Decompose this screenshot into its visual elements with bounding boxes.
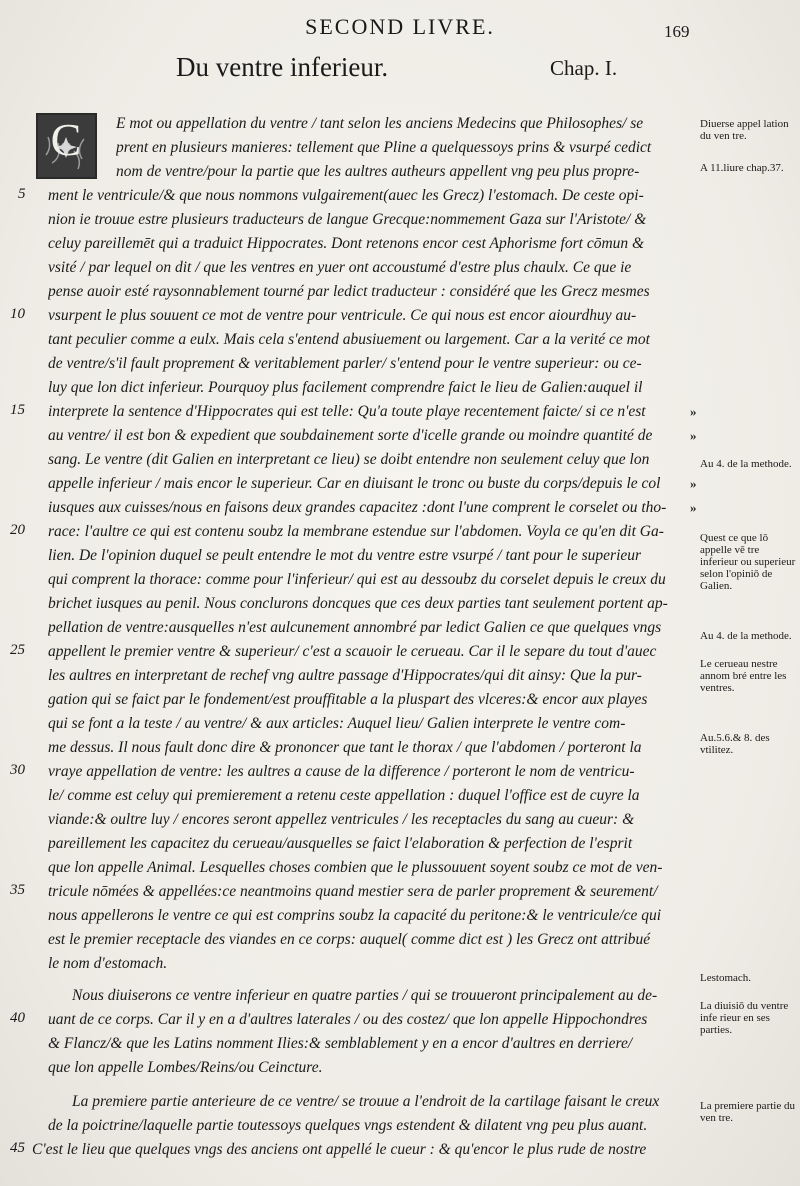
text-line: de la poictrine/laquelle partie toutessoys quelques vngs estendent & dilatent vng peu plus auant. (48, 1117, 648, 1134)
page-number: 169 (664, 22, 690, 41)
margin-note: Diuerse appel lation du ven tre. (700, 118, 789, 142)
text-line: & Flancz/& que les Latins nomment Ilies:& semblablement y en a encor d'aultres en derriere/ (48, 1035, 633, 1052)
text-line: E mot ou appellation du ventre / tant selon les anciens Medecins que Philosophes/ se (116, 115, 644, 132)
line-number: 15 (10, 402, 25, 418)
text-line: me dessus. Il nous fault donc dire & prononcer que tant le thorax / que l'abdomen / porteront la (48, 739, 642, 756)
text-line: nom de ventre/pour la partie que les aultres autheurs appellent vng peu plus propre- (116, 163, 640, 180)
text-line: tant peculier comme a eulx. Mais cela s'entend abusiuement ou largement. Car a la verité ce mot (48, 331, 650, 348)
dropcap-letter: C (50, 115, 82, 165)
text-line: Nous diuiserons ce ventre inferieur en quatre parties / qui se trouueront principalement au de- (72, 987, 658, 1004)
margin-note: La premiere partie du ven tre. (700, 1100, 795, 1124)
line-number: 20 (10, 522, 25, 538)
chapter-title: Du ventre inferieur. (176, 52, 389, 82)
text-line: sang. Le ventre (dit Galien en interpretant ce lieu) se doibt entendre non seulement celuy que lon (48, 451, 650, 468)
chapter-number: Chap. I. (550, 56, 618, 80)
text-line: ment le ventricule/& que nous nommons vulgairement(auec les Grecz) l'estomach. De ceste opi- (48, 187, 644, 204)
text-line: La premiere partie anterieure de ce ventre/ se trouue a l'endroit de la cartilage faisant le creux (72, 1093, 660, 1110)
text-line: vsité / par lequel on dit / que les ventres en yuer ont accoustumé d'estre plus chaulx. Ce que ie (48, 259, 632, 276)
text-line: C'est le lieu que quelques vngs des anciens ont appellé le cueur : & qu'encor le plus rude de nostre (32, 1141, 647, 1158)
text-line: de ventre/s'il fault proprement & veritablement parler/ s'entend pour le ventre superieur: ou ce- (48, 355, 642, 372)
text-line: pareillement les capacitez du cerueau/ausquelles se faict l'elaboration & perfection de l'esprit (48, 835, 633, 852)
margin-note: Le cerueau nestre annom bré entre les ventres. (700, 658, 787, 694)
ornate-initial-icon (36, 113, 97, 179)
text-line: le/ comme est celuy qui premierement a retenu ceste appellation : duquel l'office est de cuyre la (48, 787, 640, 804)
line-number: 5 (18, 186, 26, 202)
margin-note: Au.5.6.& 8. des vtilitez. (700, 732, 770, 756)
text-line: les aultres en interpretant de rechef vng aultre passage d'Hippocrates/qui dit ainsy: Que la pur- (48, 667, 642, 684)
text-line: uant de ce corps. Car il y en a d'aultres laterales / ou des costez/ que lon appelle Hippochondres (48, 1011, 648, 1028)
quotation-mark: » (690, 476, 697, 491)
line-number: 35 (10, 882, 25, 898)
line-number: 25 (10, 642, 25, 658)
margin-note: La diuisiō du ventre infe rieur en ses parties. (700, 1000, 789, 1036)
quotation-mark: » (690, 404, 697, 419)
text-line: vsurpent le plus souuent ce mot de ventre pour ventricule. Ce qui nous est encor aiourdhuy au- (48, 307, 637, 324)
margin-note: Au 4. de la methode. (700, 630, 792, 642)
text-line: est le premier receptacle des viandes en ce corps: auquel( comme dict est ) les Grecz ont attribué (48, 931, 651, 948)
text-line: race: l'aultre ce qui est contenu soubz la membrane estendue sur l'abdomen. Voyla ce qu'en dit Ga- (48, 523, 664, 540)
line-number: 40 (10, 1010, 25, 1026)
line-number: 10 (10, 306, 25, 322)
margin-note: Quest ce que lō appelle vē tre inferieur ou superieur selon l'opiniō de Galien. (700, 532, 796, 592)
text-line: qui comprent la thorace: comme pour l'inferieur/ qui est au dessoubz du corselet depuis le creux du (48, 571, 666, 588)
text-line: appellent le premier ventre & superieur/ c'est a scauoir le cerueau. Car il le separe du tout d'auec (48, 643, 657, 660)
line-number: 45 (10, 1140, 25, 1156)
margin-note: A 11.liure chap.37. (700, 162, 784, 174)
margin-note: Au 4. de la methode. (700, 458, 792, 470)
text-line: interprete la sentence d'Hippocrates qui est telle: Qu'a toute playe recentement faicte/ si ce n'est (48, 403, 646, 420)
text-line: nous appellerons le ventre ce qui est comprins soubz la capacité du peritone:& le ventricule/ce qui (48, 907, 662, 924)
text-line: celuy pareillemēt qui a traduict Hippocrates. Dont retenons encor cest Aphorisme fort cōmun & (48, 235, 645, 252)
text-line: que lon appelle Animal. Lesquelles choses combien que le plussouuent soyent soubz ce mot de ven- (48, 859, 663, 876)
text-line: vraye appellation de ventre: les aultres a cause de la difference / porteront le nom de ventricu- (48, 763, 635, 780)
text-line: brichet iusques au penil. Nous conclurons doncques que ces deux parties tant seulement portent ap- (48, 595, 668, 612)
text-line: appelle inferieur / mais encor le superieur. Car en diuisant le tronc ou buste du corps/depuis le col (48, 475, 661, 492)
text-line: pellation de ventre:ausquelles n'est aulcunement annombré par ledict Galien ce que quelques vngs (48, 619, 662, 636)
line-number: 30 (10, 762, 25, 778)
text-line: au ventre/ il est bon & expedient que soubdainement sorte d'icelle grande ou moindre quantité de (48, 427, 653, 444)
quotation-mark: » (690, 500, 697, 515)
text-line: tricule nōmées & appellées:ce neantmoins quand mestier sera de parler proprement & seurement/ (48, 883, 658, 900)
text-line: le nom d'estomach. (48, 955, 168, 972)
text-line: nion ie trouue estre plusieurs traducteurs de langue Grecque:nommement Gaza sur l'Aristote/ & (48, 211, 647, 228)
quotation-mark: » (690, 428, 697, 443)
running-head: SECOND LIVRE. (305, 14, 495, 39)
text-line: viande:& oultre luy / encores seront appellez ventricules / les receptacles du sang au cueur: & (48, 811, 635, 828)
text-line: lien. De l'opinion duquel se peult entendre le mot du ventre estre vsurpé / tant pour le superieur (48, 547, 642, 564)
text-line: pense auoir esté raysonnablement tourné par ledict traducteur : considéré que les Grecz mesmes (48, 283, 650, 300)
text-line: gation qui se faict par le fondement/est prouffitable a la pluspart des vlceres:& encor aux playes (48, 691, 648, 708)
text-line: que lon appelle Lombes/Reins/ou Ceincture. (48, 1059, 323, 1076)
margin-note: Lestomach. (700, 972, 752, 984)
text-line: iusques aux cuisses/nous en faisons deux grandes capacitez :dont l'une comprent le corselet ou tho- (48, 499, 667, 516)
text-line: prent en plusieurs manieres: tellement que Pline a quelquessoys prins & vsurpé cedict (116, 139, 652, 156)
text-line: qui se font a la teste / au ventre/ & aux articles: Auquel lieu/ Galien interprete le ventre com- (48, 715, 626, 732)
text-line: luy que lon dict inferieur. Pourquoy plus facilement comprendre faict le lieu de Galien:auquel il (48, 379, 643, 396)
